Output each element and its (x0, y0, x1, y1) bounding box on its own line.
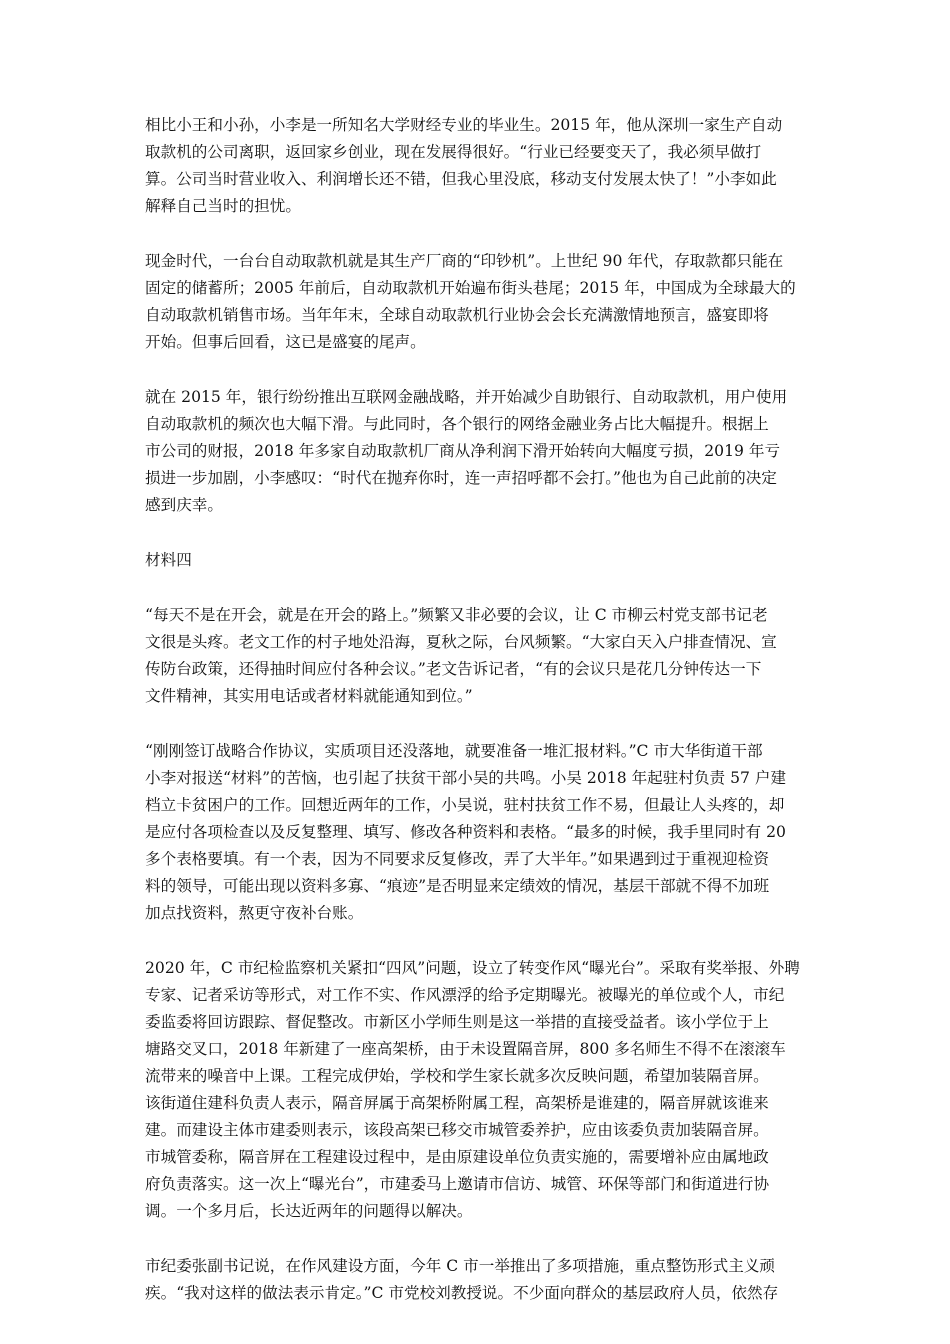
paragraph-cash-era: 现金时代，一台台自动取款机就是其生产厂商的“印钞机”。上世纪 90 年代，存取款都只能在 固定的储蓄所；2005 年前后，自动取款机开始遍布街头巷尾；2015 年，中国成为全球最大的 自动取款机销售市场。当年年末，全球自动取款机行业协会会长充满激情地预言，盛宴即将 开始。但事后回看，这已是盛宴的尾声。 (145, 252, 796, 351)
paragraph-meetings: “每天不是在开会，就是在开会的路上。”频繁又非必要的会议，让 C 市柳云村党支部书记老 文很是头疼。老文工作的村子地处沿海，夏秋之际，台风频繁。“大家白天入户排查情况、宣 传防台政策，还得抽时间应付各种会议。”老文告诉记者，“有的会议只是花几分钟传达一下 文件精神，其实用电话或者材料就能通知到位。” (145, 606, 777, 705)
document-page (145, 112, 805, 1335)
paragraph-xiaoli-background: 相比小王和小孙，小李是一所知名大学财经专业的毕业生。2015 年，他从深圳一家生产自动 取款机的公司离职，返回家乡创业，现在发展得很好。“行业已经要变天了，我必须早做打 算。公司当时营业收入、利润增长还不错，但我心里没底，移动支付发展太快了！”小李如此 解释自己当时的担忧。 (145, 116, 783, 215)
paragraph-2015-decline: 就在 2015 年，银行纷纷推出互联网金融战略，并开始减少自助银行、自动取款机，用户使用 自动取款机的频次也大幅下滑。与此同时，各个银行的网络金融业务占比大幅提升。根据上 市公司的财报，2018 年多家自动取款机厂商从净利润下滑开始转向大幅度亏损，2019 年亏 损进一步加剧，小李感叹：“时代在抛弃你时，连一声招呼都不会打。”他也为自己此前的决定 感到庆幸。 (145, 388, 788, 514)
paragraph-materials: “刚刚签订战略合作协议，实质项目还没落地，就要准备一堆汇报材料。”C 市大华街道干部 小李对报送“材料”的苦恼，也引起了扶贫干部小吴的共鸣。小吴 2018 年起驻村负责 57 户建 档立卡贫困户的工作。回想近两年的工作，小吴说，驻村扶贫工作不易，但最让人头疼的，却 是应付各项检查以及反复整理、填写、修改各种资料和表格。“最多的时候，我手里同时有 20 多个表格要填。有一个表，因为不同要求反复修改，弄了大半年。”如果遇到过于重视迎检资 料的领导，可能出现以资料多寡、“痕迹”是否明显来定绩效的情况，基层干部就不得不加班 加点找资料，熬更守夜补台账。 (145, 742, 787, 922)
paragraph-exposure-platform: 2020 年，C 市纪检监察机关紧扣“四风”问题，设立了转变作风“曝光台”。采取有奖举报、外聘 专家、记者采访等形式，对工作不实、作风漂浮的给予定期曝光。被曝光的单位或个人，市纪 委监委将回访跟踪、督促整改。市新区小学师生则是这一举措的直接受益者。该小学位于上 塘路交叉口，2018 年新建了一座高架桥，由于未设置隔音屏，800 多名师生不得不在滚滚车 流带来的噪音中上课。工程完成伊始，学校和学生家长就多次反映问题，希望加装隔音屏。 该街道住建科负责人表示，隔音屏属于高架桥附属工程，高架桥是谁建的，隔音屏就该谁来 建。而建设主体市建委则表示，该段高架已移交市城管委养护，应由该委负责加装隔音屏。 市城管委称，隔音屏在工程建设过程中，是由原建设单位负责实施的，需要增补应由属地政 府负责落实。这一次上“曝光台”，市建委马上邀请市信访、城管、环保等部门和街道进行协 调。一个多月后，长达近两年的问题得以解决。 (145, 959, 800, 1220)
paragraph-formalism: 市纪委张副书记说，在作风建设方面，今年 C 市一举推出了多项措施，重点整饬形式主义顽 疾。“我对这样的做法表示肯定。”C 市党校刘教授说。不少面向群众的基层政府人员，依然存 (145, 1257, 779, 1302)
section-heading: 材料四 (145, 551, 192, 569)
